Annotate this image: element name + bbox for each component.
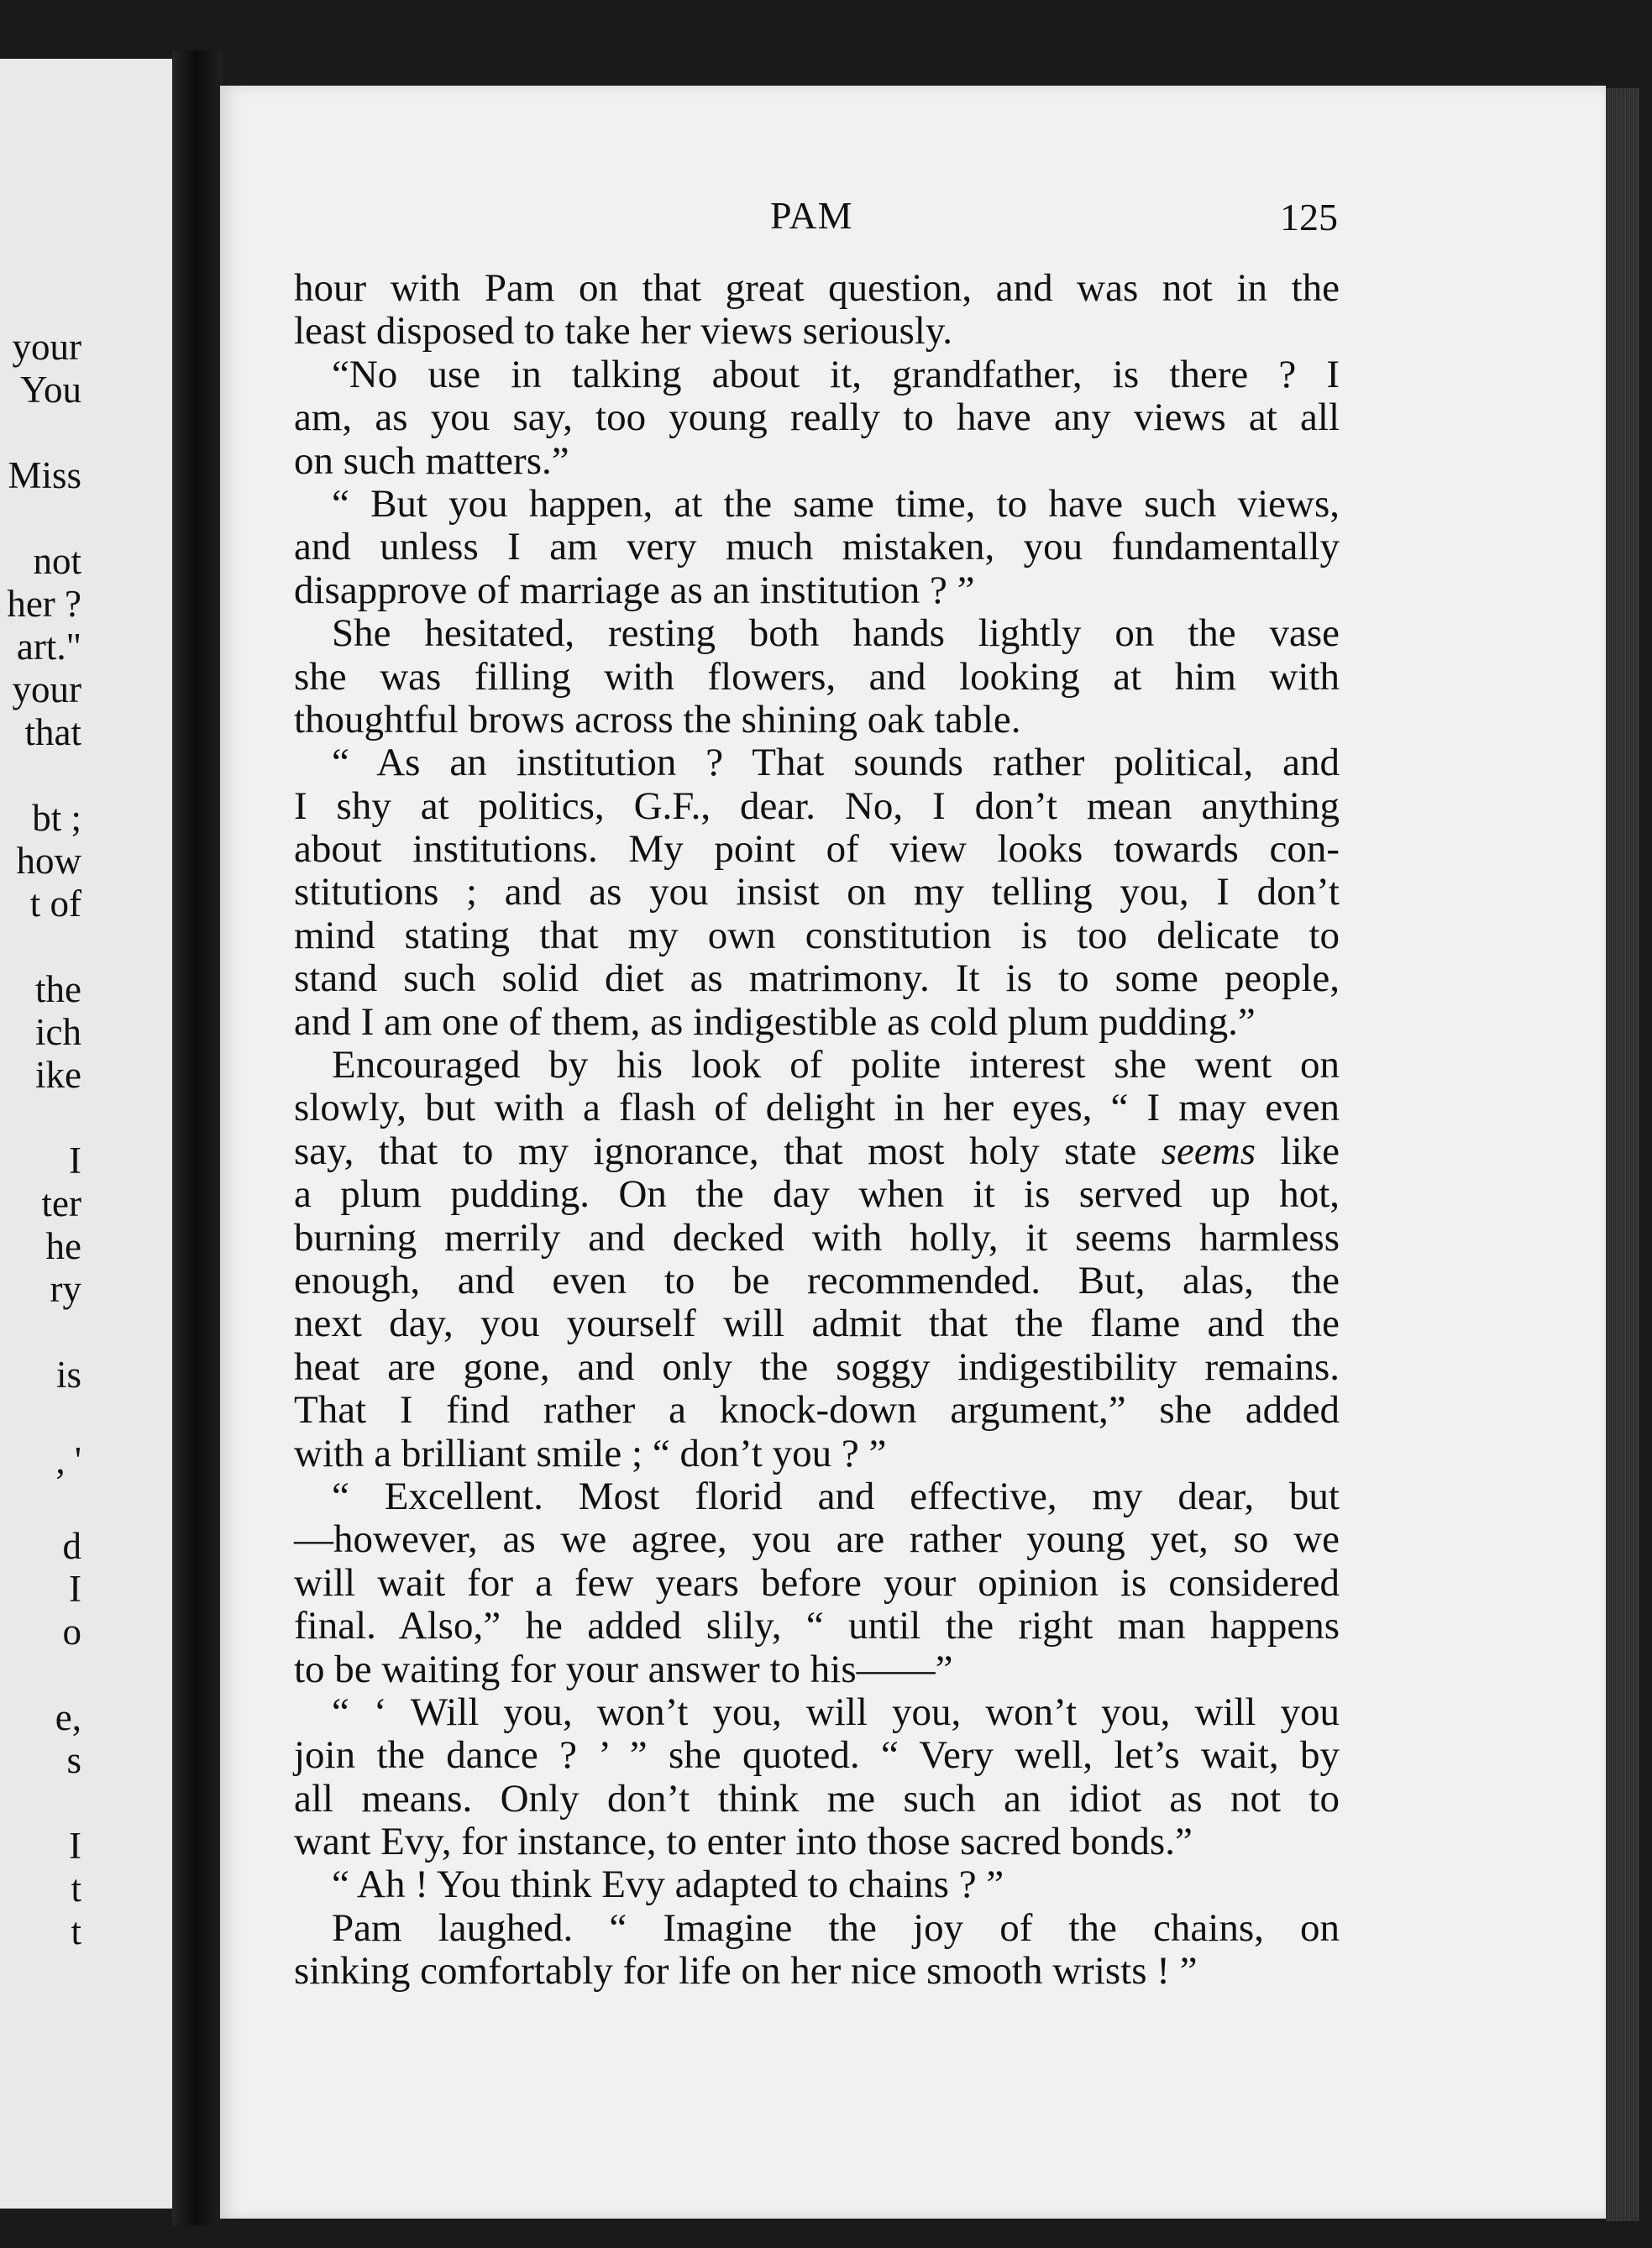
- text-line: “ ‘ Will you, won’t you, will you, won’t you, will you: [332, 1690, 1340, 1734]
- text-line: want Evy, for instance, to enter into those sacred bonds.”: [294, 1820, 1193, 1864]
- text-line: Encouraged by his look of polite interest she went on: [332, 1043, 1340, 1087]
- text-line: she was filling with flowers, and looking at him with: [294, 654, 1340, 699]
- page-number: 125: [1280, 196, 1338, 238]
- text-line: heat are gone, and only the soggy indigestibility remains.: [294, 1344, 1340, 1389]
- left-page-fragment: [0, 59, 172, 2209]
- text-line: least disposed to take her views seriously.: [294, 309, 953, 354]
- text-line: “ But you happen, at the same time, to have such views,: [332, 481, 1340, 526]
- text-line: will wait for a few years before your opinion is considered: [294, 1560, 1340, 1605]
- book-gutter: [172, 50, 223, 2225]
- text-line: She hesitated, resting both hands lightly on the vase: [332, 611, 1340, 656]
- text-line: on such matters.”: [294, 438, 569, 483]
- text-line: mind stating that my own constitution is too delicate to: [294, 913, 1340, 957]
- page-edges: [1606, 88, 1639, 2221]
- text-line: “ Excellent. Most florid and effective, my dear, but: [332, 1474, 1340, 1518]
- text-line: enough, and even to be recommended. But, alas, the: [294, 1258, 1340, 1302]
- text-line: and I am one of them, as indigestible as cold plum pudding.”: [294, 999, 1256, 1044]
- text-line: next day, you yourself will admit that the flame and the: [294, 1302, 1340, 1346]
- text-line: slowly, but with a flash of delight in her eyes, “ I may even: [294, 1086, 1340, 1130]
- text-line: “ Ah ! You think Evy adapted to chains ? ”: [332, 1863, 1004, 1907]
- text-line: That I find rather a knock-down argument,” she added: [294, 1388, 1340, 1433]
- text-line: “No use in talking about it, grandfather, is there ? I: [332, 352, 1340, 396]
- body-text: [294, 267, 1340, 1994]
- text-line: stitutions ; and as you insist on my telling you, I don’t: [294, 870, 1340, 914]
- page-header: [220, 193, 1606, 244]
- text-line: a plum pudding. On the day when it is served up hot,: [294, 1172, 1340, 1217]
- text-line: I shy at politics, G.F., dear. No, I don’t mean anything: [294, 783, 1340, 828]
- text-line: and unless I am very much mistaken, you fundamentally: [294, 525, 1340, 569]
- text-line: thoughtful brows across the shining oak table.: [294, 697, 1021, 741]
- text-line: sinking comfortably for life on her nice smooth wrists ! ”: [294, 1949, 1198, 1994]
- running-head: PAM: [770, 194, 853, 237]
- text-line: join the dance ? ’ ” she quoted. “ Very well, let’s wait, by: [294, 1733, 1340, 1778]
- text-line: hour with Pam on that great question, and was not in the: [294, 266, 1340, 310]
- text-line: final. Also,” he added slily, “ until the right man happens: [294, 1604, 1340, 1648]
- text-line: all means. Only don’t think me such an idiot as not to: [294, 1776, 1340, 1821]
- main-page: [220, 86, 1606, 2219]
- text-line: about institutions. My point of view looks towards con-: [294, 827, 1340, 872]
- left-page-text: your You Miss not her ? art." your that bt ; how t of the ich ike I ter he ry is , ' d I o e, s I t t: [7, 326, 81, 1952]
- text-line: with a brilliant smile ; “ don’t you ? ”: [294, 1431, 887, 1475]
- text-line: burning merrily and decked with holly, it seems harmless: [294, 1215, 1340, 1260]
- text-line: am, as you say, too young really to have any views at all: [294, 396, 1340, 440]
- text-line: say, that to my ignorance, that most holy state seems like: [294, 1129, 1340, 1173]
- text-line: Pam laughed. “ Imagine the joy of the chains, on: [332, 1905, 1340, 1950]
- text-line: to be waiting for your answer to his——”: [294, 1647, 953, 1691]
- text-line: —however, as we agree, you are rather young yet, so we: [294, 1517, 1340, 1562]
- text-line: disapprove of marriage as an institution ? ”: [294, 568, 975, 612]
- text-line: stand such solid diet as matrimony. It is to some people,: [294, 956, 1340, 1001]
- text-line: “ As an institution ? That sounds rather political, and: [332, 741, 1340, 785]
